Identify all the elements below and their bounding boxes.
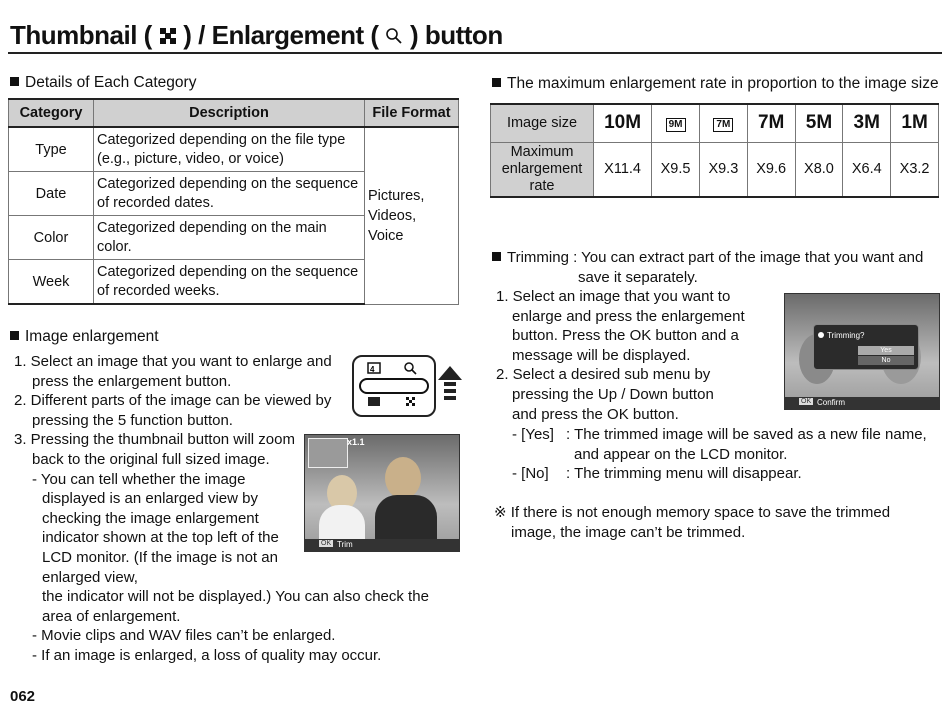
size-1m-icon: 1M — [891, 104, 939, 142]
category-cell: Date — [9, 172, 94, 216]
enlargement-section-heading: Image enlargement — [10, 328, 159, 346]
max-rate-table — [490, 103, 939, 198]
enlarged-lcd-screen-image — [304, 434, 460, 552]
rate-label: Maximum enlargement rate — [491, 142, 594, 197]
trimming-dialog-title: Trimming? — [818, 331, 864, 340]
header-category: Category — [9, 99, 94, 127]
description-cell: Categorized depending on the sequence of recorded weeks. — [94, 260, 365, 305]
dialog-no-option[interactable]: No — [858, 356, 914, 365]
max-rate-section-heading: The maximum enlargement rate in proportion to the image size — [492, 75, 939, 93]
page-title — [10, 20, 503, 51]
description-cell: Categorized depending on the file type (e.g., picture, video, or voice) — [94, 127, 365, 172]
svg-text:4: 4 — [370, 365, 375, 374]
image-size-label: Image size — [491, 104, 594, 142]
memory-note: ※ If there is not enough memory space to save the trimmed image, the image can’t be trimmed. — [494, 504, 891, 541]
file-format-cell: Pictures, Videos, Voice — [365, 127, 459, 304]
zoom-lever-icon — [354, 357, 434, 415]
thumbnail-icon — [159, 27, 177, 45]
header-file-format: File Format — [365, 99, 459, 127]
category-table — [8, 98, 459, 305]
bullet-square-icon — [492, 252, 501, 261]
rate-value: X6.4 — [843, 142, 891, 197]
rate-value: X9.6 — [747, 142, 795, 197]
description-cell: Categorized depending on the main color. — [94, 216, 365, 260]
category-table-header — [9, 99, 459, 127]
size-9m-icon: 9M — [652, 104, 700, 142]
rate-value: X9.3 — [699, 142, 747, 197]
category-cell: Week — [9, 260, 94, 305]
size-7m-icon: 7M — [747, 104, 795, 142]
enlargement-steps: 1. Select an image that you want to enlarge and press the enlargement button. 2. Different parts of the image can be viewed by pressing the 5 function button. 3. Pressing the thumbnail button will zoom back to the original full sized image. - You can tell whether the image displayed is an enlarged view by checking the image enlargement indicator shown at the top left of the LCD monitor. (If the image is not an enlarged view, the indicator will not be displayed.) You can also check the area of enlargement. - Movie clips and WAV files can’t be enlarged. - If an image is enlarged, a loss of quality may occur. — [14, 353, 429, 664]
trimming-section-heading: Trimming : You can extract part of the image that you want and save it separately. — [492, 248, 923, 287]
groom-suit — [375, 495, 437, 545]
rate-value: X11.4 — [594, 142, 652, 197]
magnifier-icon — [385, 27, 403, 45]
size-5m-icon: 5M — [795, 104, 843, 142]
title-divider — [8, 52, 942, 54]
trimming-lcd-screen-image — [784, 293, 940, 410]
trimming-options: - [Yes] : The trimmed image will be saved as a new file name, and appear on the LCD monitor. - [No] : The trimming menu will disappear. — [512, 426, 927, 483]
camera-zoom-button-illustration — [352, 355, 436, 417]
trimming-steps: 1. Select an image that you want to enlarge and press the enlargement button. Press the OK button and a message will be displayed. 2. Select a desired sub menu by pressing the Up / Down button and press the OK button. — [496, 288, 745, 423]
bullet-square-icon — [10, 77, 19, 86]
lcd-bottom-bar: OK Confirm — [785, 397, 939, 409]
category-cell: Type — [9, 127, 94, 172]
description-cell: Categorized depending on the sequence of recorded dates. — [94, 172, 365, 216]
rate-value: X9.5 — [652, 142, 700, 197]
bullet-square-icon — [10, 331, 19, 340]
info-icon — [818, 332, 824, 338]
trimming-dialog — [813, 324, 919, 370]
bullet-square-icon — [492, 78, 501, 87]
size-10m-icon: 10M — [594, 104, 652, 142]
enlargement-area-indicator — [308, 438, 348, 468]
category-section-heading: Details of Each Category — [10, 74, 196, 92]
image-size-row — [491, 104, 939, 142]
title-part2: ) / Enlargement ( — [183, 20, 379, 50]
size-7m-wide-icon: 7M — [699, 104, 747, 142]
header-description: Description — [94, 99, 365, 127]
category-cell: Color — [9, 216, 94, 260]
title-part1: Thumbnail ( — [10, 20, 152, 50]
title-part3: ) button — [409, 20, 503, 50]
size-3m-icon: 3M — [843, 104, 891, 142]
zoom-ratio-label: x1.1 — [347, 437, 365, 447]
groom-figure — [385, 457, 421, 499]
page-number: 062 — [10, 688, 36, 705]
dialog-yes-option[interactable]: Yes — [858, 346, 914, 355]
rate-value: X8.0 — [795, 142, 843, 197]
rate-row — [491, 142, 939, 197]
arrow-up-icon — [438, 366, 462, 408]
rate-value: X3.2 — [891, 142, 939, 197]
table-row — [9, 127, 459, 172]
lcd-bottom-bar: OK Trim — [305, 539, 459, 551]
